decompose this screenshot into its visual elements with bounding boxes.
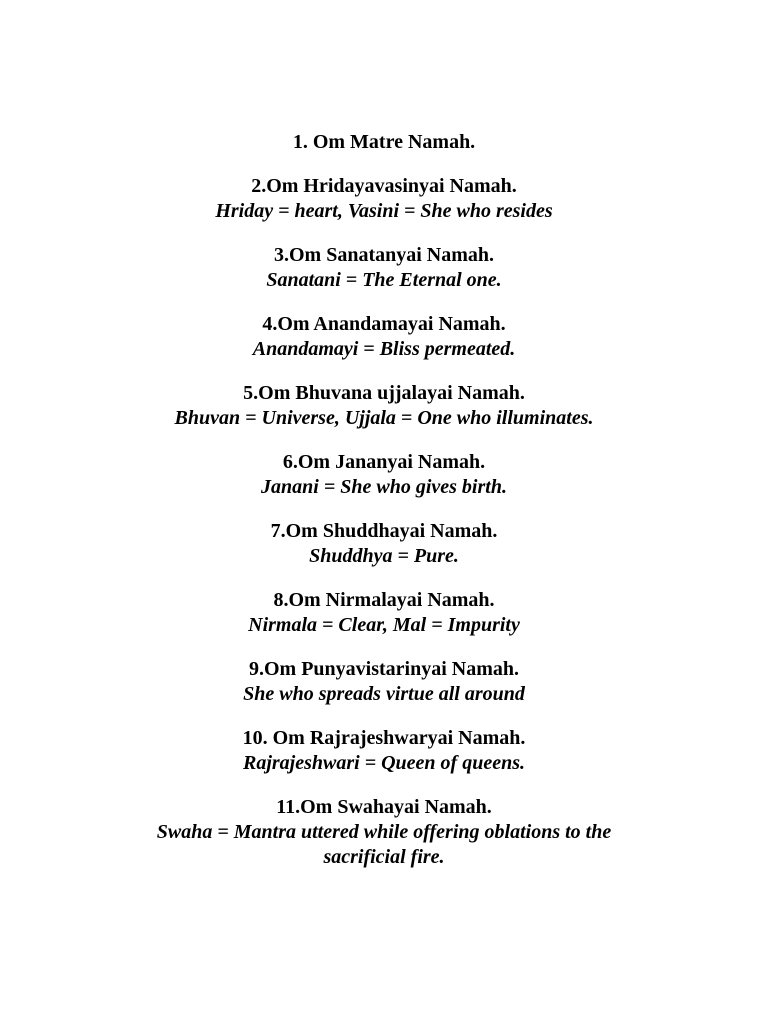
mantra-name: 9.Om Punyavistarinyai Namah. (248, 658, 520, 680)
mantra-entry-7 (0, 519, 768, 569)
mantra-name: 3.Om Sanatanyai Namah. (273, 244, 495, 266)
mantra-name: 10. Om Rajrajeshwaryai Namah. (242, 727, 526, 749)
mantra-entry-8 (0, 588, 768, 638)
mantra-entry-1 (0, 130, 768, 155)
mantra-meaning: Nirmala = Clear, Mal = Impurity (248, 614, 520, 636)
mantra-meaning: Bhuvan = Universe, Ujjala = One who illuminates. (174, 407, 594, 429)
mantra-entry-10 (0, 726, 768, 776)
mantra-meaning: Hriday = heart, Vasini = She who resides (215, 200, 553, 222)
mantra-name: 5.Om Bhuvana ujjalayai Namah. (243, 382, 525, 404)
mantra-meaning: Sanatani = The Eternal one. (266, 269, 502, 291)
mantra-meaning: Anandamayi = Bliss permeated. (252, 338, 516, 360)
mantra-meaning: Shuddhya = Pure. (309, 545, 459, 567)
mantra-entry-2 (0, 174, 768, 224)
mantra-meaning: Janani = She who gives birth. (261, 476, 507, 498)
document-page (0, 130, 768, 889)
mantra-meaning: Rajrajeshwari = Queen of queens. (243, 752, 525, 774)
mantra-entry-4 (0, 312, 768, 362)
mantra-name: 1. Om Matre Namah. (292, 131, 476, 153)
mantra-entry-11 (0, 795, 768, 870)
mantra-name: 6.Om Jananyai Namah. (282, 451, 486, 473)
mantra-name: 2.Om Hridayavasinyai Namah. (251, 175, 517, 197)
mantra-meaning: Swaha = Mantra uttered while offering oblations to the sacrificial fire. (156, 821, 612, 868)
mantra-name: 4.Om Anandamayai Namah. (262, 313, 506, 335)
mantra-entry-3 (0, 243, 768, 293)
mantra-entry-9 (0, 657, 768, 707)
mantra-name: 8.Om Nirmalayai Namah. (273, 589, 495, 611)
mantra-entry-6 (0, 450, 768, 500)
mantra-name: 11.Om Swahayai Namah. (276, 796, 492, 818)
mantra-entry-5 (0, 381, 768, 431)
mantra-meaning: She who spreads virtue all around (243, 683, 525, 705)
mantra-name: 7.Om Shuddhayai Namah. (270, 520, 498, 542)
